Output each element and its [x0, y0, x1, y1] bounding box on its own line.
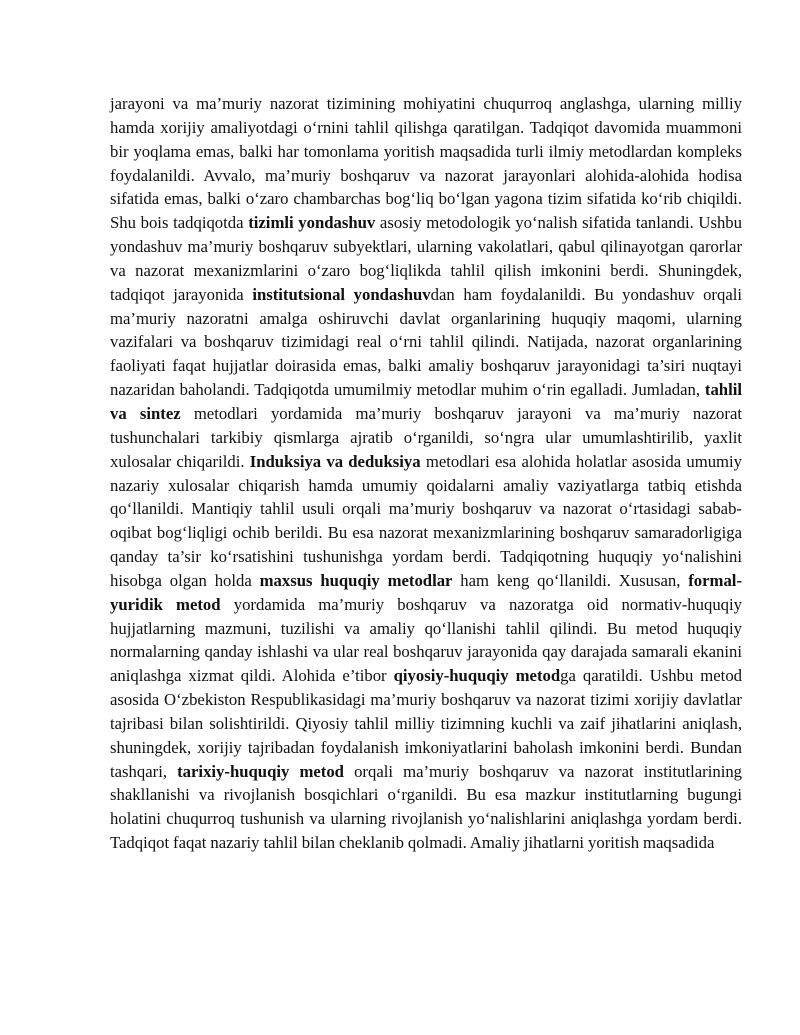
bold-term-maxsus-huquqiy-metodlar: maxsus huquqiy metodlar [259, 570, 453, 590]
text-run: yordamida ma’muriy boshqaruv va nazoratga oid normativ-huquqiy hujjatlarning mazmuni, tuzilishi va amaliy qo‘llanishi tahlil qilindi. Bu metod huquqiy normalarning qanday ishlashi va ular real boshqaruv jarayonida qay darajada samarali ekanini aniqlashga xizmat qildi. Alohida e’tibor [110, 594, 742, 686]
text-run: dan ham foydalanildi. Bu yondashuv orqali ma’muriy nazoratni amalga oshiruvchi davlat organlarining huquqiy maqomi, ularning vazifalari va boshqaruv tizimidagi real o‘rni tahlil qilindi. Natijada, nazorat organlarining faoliyati faqat hujjatlar doirasida emas, balki amaliy boshqaruv jarayonidagi ta’siri nuqtayi nazaridan baholandi. Tadqiqotda umumilmiy metodlar muhim o‘rin egalladi. Jumladan, [110, 284, 742, 400]
text-run: ga qaratildi. Ushbu metod asosida O‘zbekiston Respublikasidagi ma’muriy boshqaruv va nazorat tizimi xorijiy davlatlar tajribasi bilan solishtirildi. Qiyosiy tahlil milliy tizimning kuchli va zaif jihatlarini aniqlash, shuningdek, xorijiy tajribadan foydalanish imkoniyatlarini baholash imkonini berdi. Bundan tashqari, [110, 666, 743, 781]
bold-term-formal-yuridik-metod: formal-yuridik metod [110, 570, 742, 614]
document-page [110, 92, 742, 855]
bold-term-tarixiy-huquqiy-metod: tarixiy-huquqiy metod [177, 761, 344, 781]
bold-term-tizimli-yondashuv: tizimli yondashuv [248, 213, 376, 233]
text-run: asosiy metodologik yo‘nalish sifatida tanlandi. Ushbu yondashuv ma’muriy boshqaruv subyektlari, ularning vakolatlari, qabul qilinayotgan qarorlar va nazorat mexanizmlarini o‘zaro bog‘liqlikda tahlil qilish imkonini berdi. Shuningdek, tadqiqot jarayonida [110, 213, 742, 304]
text-run: metodlari yordamida ma’muriy boshqaruv jarayoni va ma’muriy nazorat tushunchalari tarkibiy qismlarga ajratib o‘rganildi, so‘ngra ular umumlashtirilib, yaxlit xulosalar chiqarildi. [110, 403, 742, 471]
text-run: orqali ma’muriy boshqaruv va nazorat institutlarining shakllanishi va rivojlanish bosqichlari o‘rganildi. Bu esa mazkur institutlarning bugungi holatini chuqurroq tushunish va ularning rivojlanish yo‘nalishlarini aniqlashga yordam berdi. Tadqiqot faqat nazariy tahlil bilan cheklanib qolmadi. Amaliy jihatlarni yoritish maqsadida [110, 761, 743, 853]
bold-term-induksiya-va-deduksiya: Induksiya va deduksiya [249, 451, 421, 471]
text-run: ham keng qo‘llanildi. Xususan, [452, 570, 689, 590]
body-paragraph [110, 92, 742, 855]
text-run: jarayoni va ma’muriy nazorat tizimining mohiyatini chuqurroq anglashga, ularning milliy hamda xorijiy amaliyotdagi o‘rnini tahlil qilishga qaratilgan. Tadqiqot davomida muammoni bir yoqlama emas, balki har tomonlama yoritish maqsadida turli ilmiy metodlardan kompleks foydalanildi. Avvalo, ma’muriy boshqaruv va nazorat jarayonlari alohida-alohida hodisa sifatida emas, balki o‘zaro chambarchas bog‘liq bo‘lgan yagona tizim sifatida ko‘rib chiqildi. Shu bois tadqiqotda [110, 94, 742, 233]
bold-term-tahlil-va-sintez: tahlil va sintez [110, 380, 742, 423]
bold-term-qiyosiy-huquqiy-metod: qiyosiy-huquqiy metod [393, 666, 561, 686]
text-run: metodlari esa alohida holatlar asosida umumiy nazariy xulosalar chiqarish hamda umumiy qoidalarni amaliy vaziyatlarga tatbiq etishda qo‘llanildi. Mantiqiy tahlil usuli orqali ma’muriy boshqaruv va nazorat o‘rtasidagi sabab-oqibat bog‘liqligi ochib berildi. Bu esa nazorat mexanizmlarining boshqaruv samaradorligiga qanday ta’sir ko‘rsatishini tushunishga yordam berdi. Tadqiqotning huquqiy yo‘nalishini hisobga olgan holda [110, 451, 742, 590]
bold-term-institutsional-yondashuv: institutsional yondashuv [252, 284, 431, 304]
